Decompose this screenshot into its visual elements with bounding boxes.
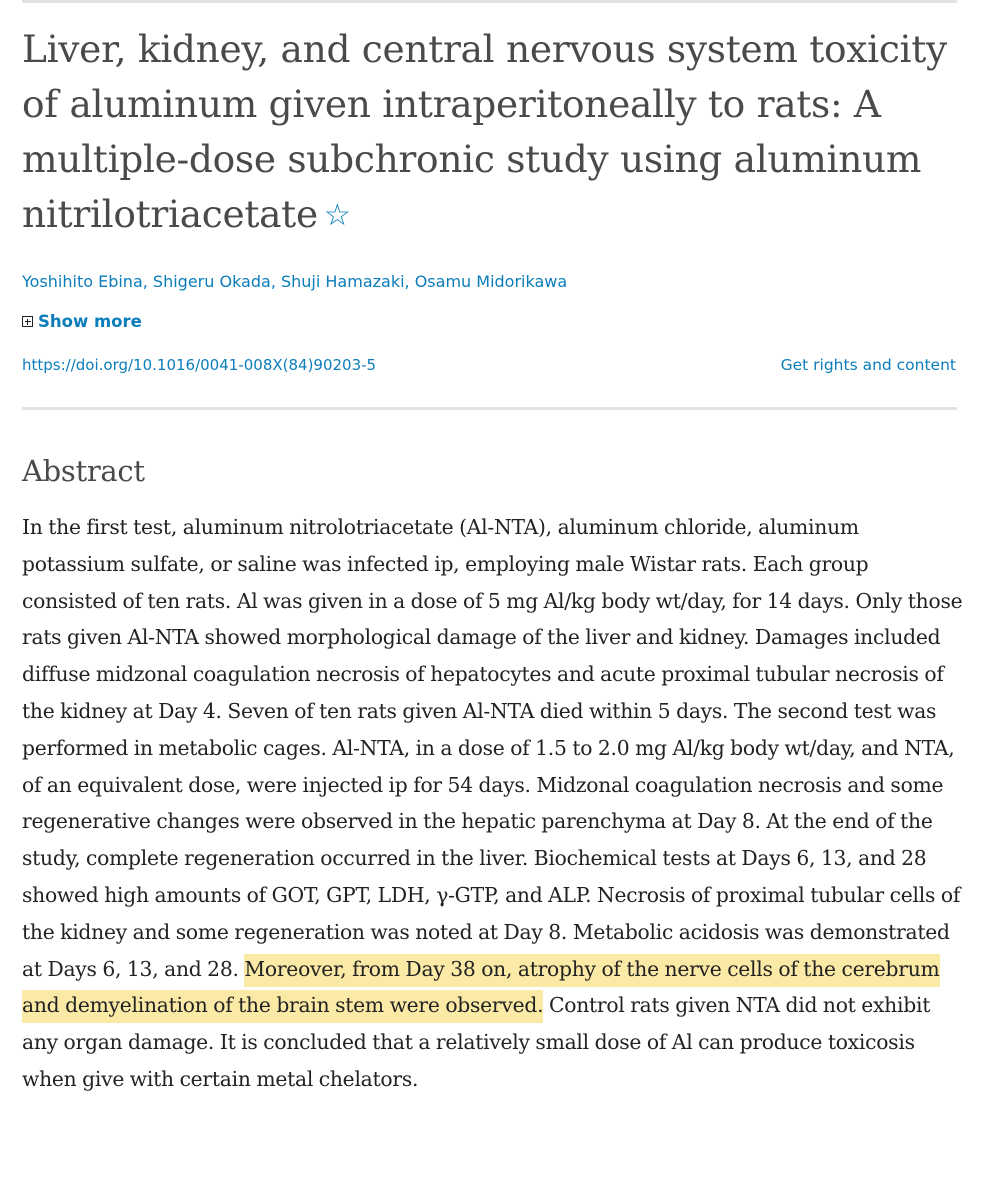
- get-rights-link[interactable]: Get rights and content: [780, 356, 956, 374]
- abstract-text-part-2: Control rats given NTA did not exhibit any organ damage. It is concluded that a relatively small dose of Al can produce toxicosis when give with certain metal chelators.: [22, 993, 931, 1091]
- show-more-label: Show more: [38, 312, 142, 331]
- highlighted-sentence: Moreover, from Day 38 on, atrophy of the nerve cells of the cerebrum and demyelination of the brain stem were observed.: [22, 954, 940, 1024]
- star-icon[interactable]: ☆: [323, 198, 351, 233]
- plus-box-icon: [22, 316, 33, 327]
- abstract-text: [22, 509, 964, 1098]
- abstract-text-part-1: In the first test, aluminum nitrolotriacetate (Al-NTA), aluminum chloride, aluminum potassium sulfate, or saline was infected ip, employing male Wistar rats. Each group consisted of ten rats. Al was given in a dose of 5 mg Al/kg body wt/day, for 14 days. Only those rats given Al-NTA showed morphological damage of the liver and kidney. Damages included diffuse midzonal coagulation necrosis of hepatocytes and acute proximal tubular necrosis of the kidney at Day 4. Seven of ten rats given Al-NTA died within 5 days. The second test was performed in metabolic cages. Al-NTA, in a dose of 1.5 to 2.0 mg Al/kg body wt/day, and NTA, of an equivalent dose, were injected ip for 54 days. Midzonal coagulation necrosis and some regenerative changes were observed in the hepatic parenchyma at Day 8. At the end of the study, complete regeneration occurred in the liver. Biochemical tests at Days 6, 13, and 28 showed high amounts of GOT, GPT, LDH, γ-GTP, and ALP. Necrosis of proximal tubular cells of the kidney and some regeneration was noted at Day 8. Metabolic acidosis was demonstrated at Days 6, 13, and 28.: [22, 515, 963, 981]
- article-title: [22, 22, 962, 243]
- doi-link[interactable]: https://doi.org/10.1016/0041-008X(84)90203-5: [22, 356, 377, 374]
- show-more-button[interactable]: [22, 312, 142, 331]
- abstract-heading: Abstract: [22, 454, 145, 488]
- section-divider: [22, 407, 957, 410]
- author-list[interactable]: Yoshihito Ebina, Shigeru Okada, Shuji Hamazaki, Osamu Midorikawa: [22, 272, 568, 291]
- article-title-text: Liver, kidney, and central nervous system toxicity of aluminum given intraperitoneally to rats: A multiple-dose subchronic study using aluminum nitrilotriacetate: [22, 27, 947, 236]
- top-divider: [22, 0, 957, 3]
